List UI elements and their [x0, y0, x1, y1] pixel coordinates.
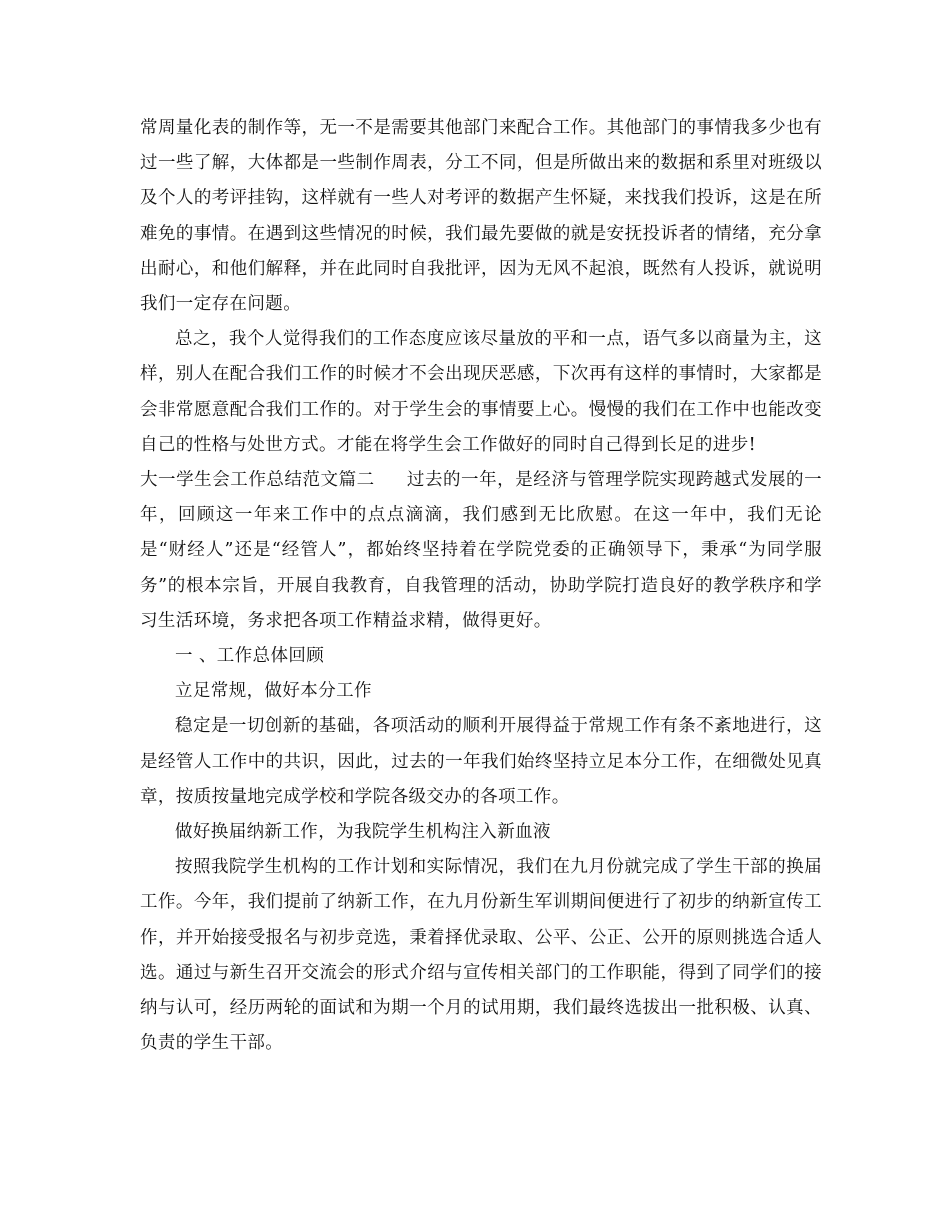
section-heading: 大一学生会工作总结范文篇二	[140, 470, 375, 491]
paragraph-3	[140, 463, 822, 639]
paragraph-2: 总之，我个人觉得我们的工作态度应该尽量放的平和一点，语气多以商量为主，这样，别人在配合我们工作的时候才不会出现厌恶感，下次再有这样的事情时，大家都是会非常愿意配合我们工作的。对于学生会的事情要上心。慢慢的我们在工作中也能改变自己的性格与处世方式。才能在将学生会工作做好的同时自己得到长足的进步!	[140, 329, 822, 455]
paragraph-5: 立足常规，做好本分工作	[175, 681, 372, 702]
paragraph-1: 常周量化表的制作等，无一不是需要其他部门来配合工作。其他部门的事情我多少也有过一些了解，大体都是一些制作周表，分工不同，但是所做出来的数据和系里对班级以及个人的考评挂钩，这样就有一些人对考评的数据产生怀疑，来找我们投诉，这是在所难免的事情。在遇到这些情况的时候，我们最先要做的就是安抚投诉者的情绪，充分拿出耐心，和他们解释，并在此同时自我批评，因为无风不起浪，既然有人投诉，就说明我们一定存在问题。	[140, 118, 822, 315]
paragraph-7: 做好换届纳新工作，为我院学生机构注入新血液	[175, 822, 551, 843]
paragraph-6: 稳定是一切创新的基础，各项活动的顺利开展得益于常规工作有条不紊地进行，这是经管人工作中的共识，因此，过去的一年我们始终坚持立足本分工作，在细微处见真章，按质按量地完成学校和学院各级交办的各项工作。	[140, 716, 822, 807]
document-body	[140, 111, 822, 1061]
paragraph-4: 一 、工作总体回顾	[175, 646, 325, 667]
paragraph-3-text: 过去的一年，是经济与管理学院实现跨越式发展的一年，回顾这一年来工作中的点点滴滴，我们感到无比欣慰。在这一年中，我们无论是“财经人”还是“经管人”，都始终坚持着在学院党委的正确领导下，秉承“为同学服务”的根本宗旨，开展自我教育，自我管理的活动，协助学院打造良好的教学秩序和学习生活环境，务求把各项工作精益求精，做得更好。	[140, 470, 823, 631]
paragraph-8: 按照我院学生机构的工作计划和实际情况，我们在九月份就完成了学生干部的换届工作。今年，我们提前了纳新工作，在九月份新生军训期间便进行了初步的纳新宣传工作，并开始接受报名与初步竞选，秉着择优录取、公平、公正、公开的原则挑选合适人选。通过与新生召开交流会的形式介绍与宣传相关部门的工作职能，得到了同学们的接纳与认可，经历两轮的面试和为期一个月的试用期，我们最终选拔出一批积极、认真、负责的学生干部。	[140, 857, 822, 1054]
